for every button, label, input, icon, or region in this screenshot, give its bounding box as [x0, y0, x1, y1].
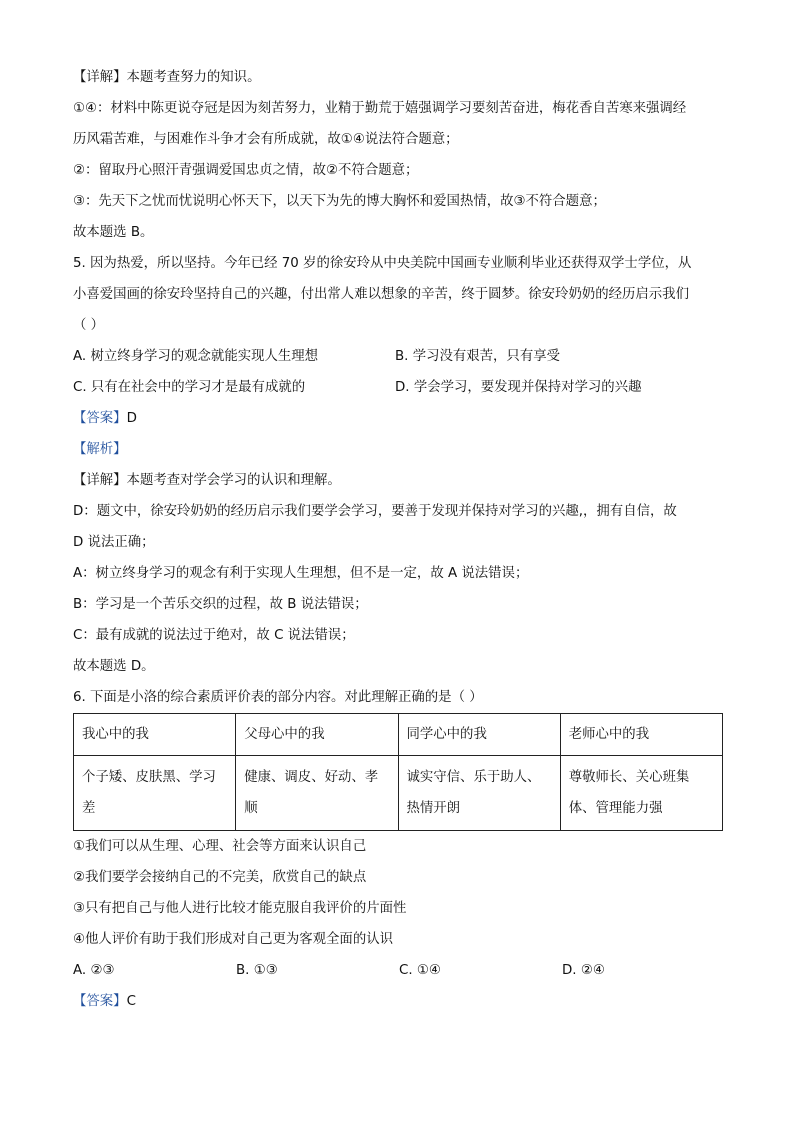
table-cell: 个子矮、皮肤黑、学习差	[74, 756, 236, 831]
table-cell: 尊敬师长、关心班集体、管理能力强	[560, 756, 722, 831]
question-6-options-row	[73, 955, 733, 986]
statement-2: ②我们要学会接纳自己的不完美，欣赏自己的缺点	[73, 870, 367, 885]
table-row	[74, 756, 723, 831]
option-d: D. 学会学习，要发现并保持对学习的兴趣	[395, 380, 642, 395]
table-header-row	[74, 714, 723, 756]
statement-1: ①我们可以从生理、心理、社会等方面来认识自己	[73, 839, 367, 854]
question-5-options-row	[73, 341, 733, 372]
option-a: A. 树立终身学习的观念就能实现人生理想	[73, 349, 319, 364]
evaluation-table	[73, 713, 723, 831]
detail-heading: 【详解】本题考查努力的知识。	[73, 70, 261, 85]
detail-heading: 【详解】本题考查对学会学习的认识和理解。	[73, 473, 341, 488]
option-a: A. ②③	[73, 963, 115, 978]
option-b: B. 学习没有艰苦，只有享受	[395, 349, 560, 364]
question-5-options-row	[73, 372, 733, 403]
explanation-line: A：树立终身学习的观念有利于实现人生理想，但不是一定，故 A 说法错误；	[73, 566, 529, 581]
question-5-stem: （ ）	[73, 318, 105, 333]
answer-label: 【答案】	[73, 411, 127, 426]
option-c: C. ①④	[399, 963, 441, 978]
explanation-line: C：最有成就的说法过于绝对，故 C 说法错误；	[73, 628, 355, 643]
option-c: C. 只有在社会中的学习才是最有成就的	[73, 380, 306, 395]
analysis-label: 【解析】	[73, 442, 127, 457]
answer-label: 【答案】	[73, 994, 127, 1009]
answer-value: C	[126, 994, 136, 1009]
explanation-line: ①④：材料中陈更说夺冠是因为刻苦努力，业精于勤荒于嬉强调学习要刻苦奋进，梅花香自苦寒来强调经	[73, 101, 687, 116]
option-d: D. ②④	[562, 963, 605, 978]
answer-line	[73, 986, 733, 1017]
explanation-line: ③：先天下之忧而忧说明心怀天下，以天下为先的博大胸怀和爱国热情，故③不符合题意；	[73, 194, 606, 209]
option-b: B. ①③	[236, 963, 278, 978]
explanation-line: 历风霜苦难，与困难作斗争才会有所成就，故①④说法符合题意；	[73, 132, 459, 147]
document-page	[73, 62, 733, 1017]
conclusion-line: 故本题选 B。	[73, 225, 154, 240]
table-header-cell: 我心中的我	[74, 714, 236, 756]
table-header-cell: 老师心中的我	[560, 714, 722, 756]
question-6-stem: 6. 下面是小洛的综合素质评价表的部分内容。对此理解正确的是（ ）	[73, 690, 483, 705]
explanation-line: D：题文中，徐安玲奶奶的经历启示我们要学会学习，要善于发现并保持对学习的兴趣,，拥有自信，故	[73, 504, 677, 519]
question-5-stem: 5. 因为热爱，所以坚持。今年已经 70 岁的徐安玲从中央美院中国画专业顺利毕业还获得双学士学位，从	[73, 256, 692, 271]
answer-line	[73, 403, 733, 434]
explanation-line: B：学习是一个苦乐交织的过程，故 B 说法错误；	[73, 597, 368, 612]
statement-4: ④他人评价有助于我们形成对自己更为客观全面的认识	[73, 932, 393, 947]
conclusion-line: 故本题选 D。	[73, 659, 155, 674]
question-5-stem: 小喜爱国画的徐安玲坚持自己的兴趣，付出常人难以想象的辛苦，终于圆梦。徐安玲奶奶的经历启示我们	[73, 287, 689, 302]
statement-3: ③只有把自己与他人进行比较才能克服自我评价的片面性	[73, 901, 407, 916]
table-header-cell: 同学心中的我	[398, 714, 560, 756]
explanation-line: ②：留取丹心照汗青强调爱国忠贞之情，故②不符合题意；	[73, 163, 419, 178]
table-cell: 健康、调皮、好动、孝顺	[236, 756, 398, 831]
table-header-cell: 父母心中的我	[236, 714, 398, 756]
answer-value: D	[126, 411, 137, 426]
table-cell: 诚实守信、乐于助人、热情开朗	[398, 756, 560, 831]
explanation-line: D 说法正确；	[73, 535, 155, 550]
